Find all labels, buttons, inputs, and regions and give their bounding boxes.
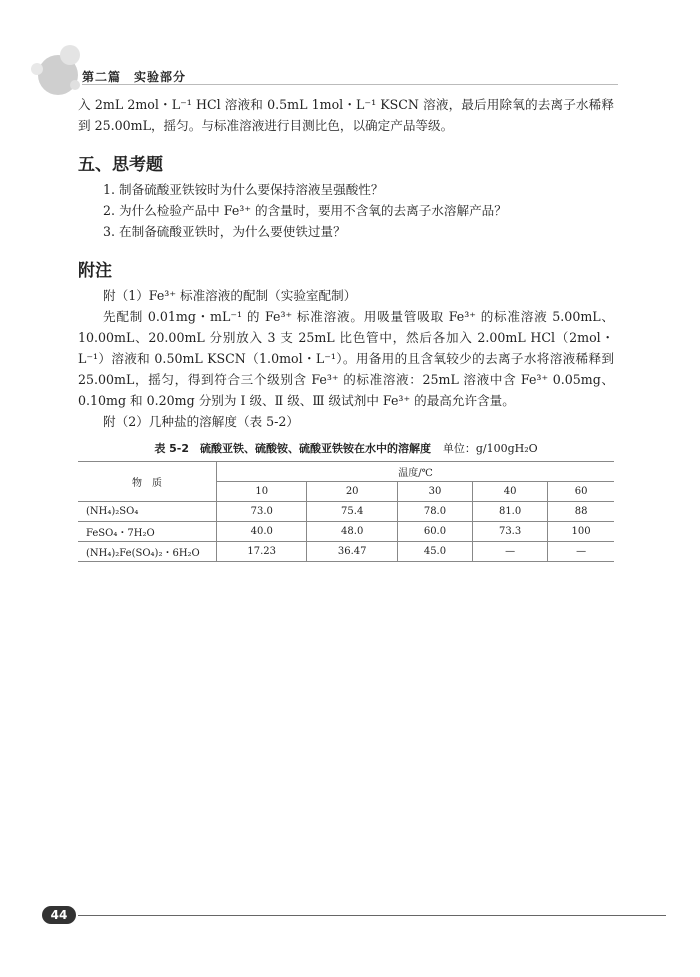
value-cell: — bbox=[473, 542, 548, 562]
value-cell: 81.0 bbox=[473, 502, 548, 522]
section-5-title: 五、思考题 bbox=[78, 155, 163, 175]
question-3: 3. 在制备硫酸亚铁时，为什么要使铁过量？ bbox=[103, 224, 346, 239]
page-content bbox=[78, 94, 614, 562]
temp-header: 40 bbox=[473, 482, 548, 502]
table-row bbox=[78, 542, 614, 562]
appendix-note-1-title: 附（1）Fe³⁺ 标准溶液的配制（实验室配制） bbox=[103, 288, 357, 303]
value-cell: 17.23 bbox=[217, 542, 307, 562]
temp-header: 60 bbox=[548, 482, 614, 502]
table-row bbox=[78, 522, 614, 542]
temperature-column-header: 温度/℃ bbox=[217, 462, 615, 482]
header-decoration bbox=[31, 63, 43, 75]
header-rule bbox=[82, 84, 618, 85]
running-header: 第二篇 实验部分 bbox=[82, 70, 187, 84]
header-decoration bbox=[70, 80, 80, 90]
substance-column-header: 物 质 bbox=[78, 462, 217, 502]
table-caption-title: 表 5-2 硫酸亚铁、硫酸铵、硫酸亚铁铵在水中的溶解度 bbox=[154, 442, 432, 455]
value-cell: 40.0 bbox=[217, 522, 307, 542]
page-number: 44 bbox=[42, 906, 76, 924]
table-caption bbox=[78, 440, 614, 456]
value-cell: 60.0 bbox=[397, 522, 472, 542]
value-cell: 48.0 bbox=[307, 522, 397, 542]
intro-paragraph: 入 2mL 2mol・L⁻¹ HCl 溶液和 0.5mL 1mol・L⁻¹ KSCN 溶液，最后用除氧的去离子水稀释到 25.00mL，摇匀。与标准溶液进行目测比色，以确定产品等级。 bbox=[78, 97, 614, 133]
appendix-title: 附注 bbox=[78, 261, 112, 281]
value-cell: 75.4 bbox=[307, 502, 397, 522]
temp-header: 30 bbox=[397, 482, 472, 502]
footer-rule bbox=[78, 915, 666, 916]
substance-cell: (NH₄)₂Fe(SO₄)₂・6H₂O bbox=[78, 542, 217, 562]
question-1: 1. 制备硫酸亚铁铵时为什么要保持溶液呈强酸性？ bbox=[103, 182, 384, 197]
temp-header: 10 bbox=[217, 482, 307, 502]
substance-cell: (NH₄)₂SO₄ bbox=[78, 502, 217, 522]
header-decoration bbox=[60, 45, 80, 65]
value-cell: 73.3 bbox=[473, 522, 548, 542]
value-cell: 78.0 bbox=[397, 502, 472, 522]
value-cell: — bbox=[548, 542, 614, 562]
table-header-row bbox=[78, 462, 614, 482]
value-cell: 36.47 bbox=[307, 542, 397, 562]
value-cell: 100 bbox=[548, 522, 614, 542]
appendix-note-2-title: 附（2）几种盐的溶解度（表 5-2） bbox=[103, 414, 300, 429]
appendix-note-1-body: 先配制 0.01mg・mL⁻¹ 的 Fe³⁺ 标准溶液。用吸量管吸取 Fe³⁺ 的标准溶液 5.00mL、10.00mL、20.00mL 分别放入 3 支 25mL 比色管中，然后各加入 2.00mL HCl（2mol・L⁻¹）溶液和 0.50mL KSCN（1.0mol・L⁻¹）。用备用的且含氧较少的去离子水将溶液稀释到 25.00mL，摇匀，得到符合三个级别含 Fe³⁺ 的标准溶液：25mL 溶液中含 Fe³⁺ 0.05mg、0.10mg 和 0.20mg 分别为 Ⅰ 级、Ⅱ 级、Ⅲ 级试剂中 Fe³⁺ 的最高允许含量。 bbox=[78, 309, 614, 408]
question-2: 2. 为什么检验产品中 Fe³⁺ 的含量时，要用不含氧的去离子水溶解产品？ bbox=[103, 203, 507, 218]
table-row bbox=[78, 502, 614, 522]
solubility-table bbox=[78, 461, 614, 562]
substance-cell: FeSO₄・7H₂O bbox=[78, 522, 217, 542]
value-cell: 88 bbox=[548, 502, 614, 522]
value-cell: 73.0 bbox=[217, 502, 307, 522]
temp-header: 20 bbox=[307, 482, 397, 502]
table-unit: 单位：g/100gH₂O bbox=[442, 442, 538, 455]
value-cell: 45.0 bbox=[397, 542, 472, 562]
